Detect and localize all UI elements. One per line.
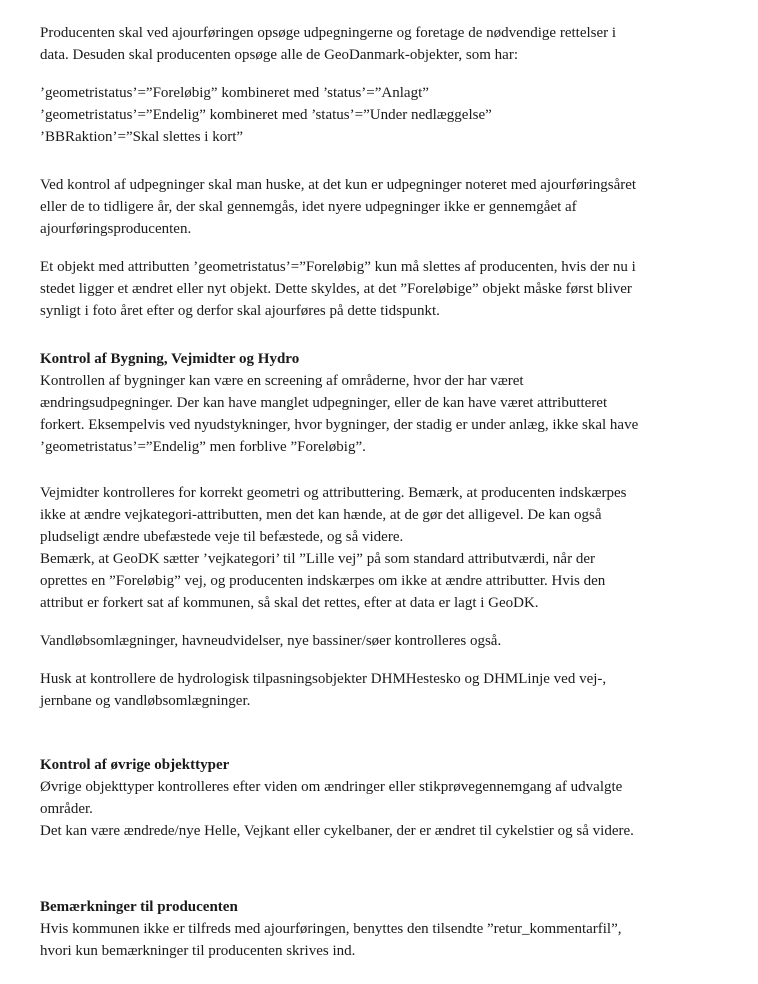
text-line: synligt i foto året efter og derfor skal ajourføres på dette tidspunkt.: [40, 303, 440, 319]
text-line: Hvis kommunen ikke er tilfreds med ajourføringen, benyttes den tilsendte ”retur_kommentarfil”,: [40, 921, 622, 937]
hydro-paragraph: [40, 668, 740, 712]
vejmidter-paragraph: [40, 482, 740, 636]
text-line: Kontrollen af bygninger kan være en screening af områderne, hvor der har været: [40, 373, 524, 389]
intro-paragraph: [40, 22, 740, 66]
section-ovrige: [40, 754, 740, 842]
text-line: eller de to tidligere år, der skal gennemgås, idet nyere udpegninger ikke er gennemgået af: [40, 199, 577, 215]
text-line: oprettes en ”Foreløbig” vej, og producenten indskærpes om ikke at ændre attributter. Hvis den: [40, 573, 606, 589]
text-line: Ved kontrol af udpegninger skal man huske, at det kun er udpegninger noteret med ajourføringsåret: [40, 177, 637, 193]
text-line: ajourføringsproducenten.: [40, 221, 192, 237]
text-line: Øvrige objekttyper kontrolleres efter viden om ændringer eller stikprøvegennemgang af udvalgte: [40, 779, 623, 795]
text-line: Producenten skal ved ajourføringen opsøge udpegningerne og foretage de nødvendige rettelser i: [40, 25, 617, 41]
criteria-list: [40, 82, 740, 148]
text-line: ændringsudpegninger. Der kan have manglet udpegninger, eller de kan have været attributteret: [40, 395, 608, 411]
section-heading: Kontrol af øvrige objekttyper: [40, 757, 230, 773]
criteria-item: ’geometristatus’=”Endelig” kombineret med ’status’=”Under nedlæggelse”: [40, 107, 492, 123]
vandlob-paragraph: [40, 630, 740, 652]
text-line: jernbane og vandløbsomlægninger.: [40, 693, 251, 709]
text-line: attribut er forkert sat af kommunen, så skal det rettes, efter at data er lagt i GeoDK.: [40, 595, 539, 611]
section-heading: Kontrol af Bygning, Vejmidter og Hydro: [40, 351, 300, 367]
text-line: Bemærk, at GeoDK sætter ’vejkategori’ til ”Lille vej” på som standard attributværdi, når der: [40, 551, 595, 567]
control-note-paragraph: [40, 174, 740, 240]
text-line: Vejmidter kontrolleres for korrekt geometri og attributtering. Bemærk, at producenten indskærpes: [40, 485, 627, 501]
text-line: data. Desuden skal producenten opsøge alle de GeoDanmark-objekter, som har:: [40, 47, 518, 63]
section-bemaerkninger: [40, 896, 740, 962]
text-line: ’geometristatus’=”Endelig” men forblive ”Foreløbig”.: [40, 439, 366, 455]
section-bygning: [40, 348, 740, 458]
text-line: forkert. Eksempelvis ved nyudstykninger, hvor bygninger, der stadig er under anlæg, ikke skal have: [40, 417, 639, 433]
text-line: hvori kun bemærkninger til producenten skrives ind.: [40, 943, 356, 959]
section-heading: Bemærkninger til producenten: [40, 899, 238, 915]
text-line: Et objekt med attributten ’geometristatus’=”Foreløbig” kun må slettes af producenten, hvis der nu i: [40, 259, 636, 275]
preliminary-paragraph: [40, 256, 740, 322]
criteria-item: ’geometristatus’=”Foreløbig” kombineret med ’status’=”Anlagt”: [40, 85, 429, 101]
text-line: stedet ligger et ændret eller nyt objekt. Dette skyldes, at det ”Foreløbige” objekt måske først bliver: [40, 281, 632, 297]
criteria-item: ’BBRaktion’=”Skal slettes i kort”: [40, 129, 244, 145]
text-line: Husk at kontrollere de hydrologisk tilpasningsobjekter DHMHestesko og DHMLinje ved vej-,: [40, 671, 607, 687]
text-line: Det kan være ændrede/nye Helle, Vejkant eller cykelbaner, der er ændret til cykelstier og så videre.: [40, 823, 634, 839]
text-line: pludseligt ændre ubefæstede veje til befæstede, og så videre.: [40, 529, 404, 545]
text-line: Vandløbsomlægninger, havneudvidelser, nye bassiner/søer kontrolleres også.: [40, 633, 502, 649]
text-line: områder.: [40, 801, 93, 817]
text-line: ikke at ændre vejkategori-attributten, men det kan hænde, at de gør det alligevel. De kan også: [40, 507, 602, 523]
